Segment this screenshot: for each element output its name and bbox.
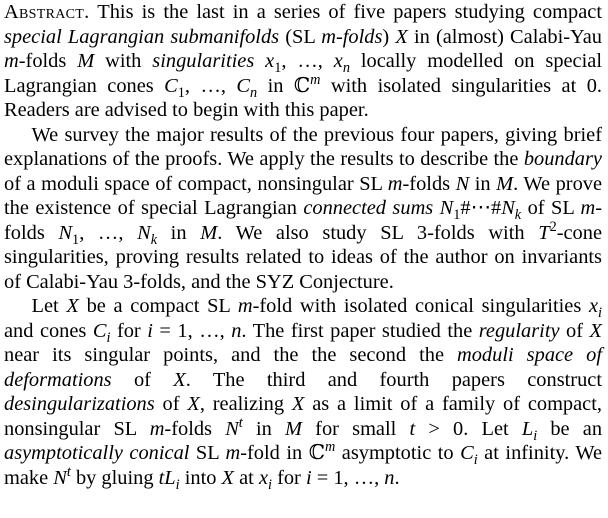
abstract-paragraph-3: Let X be a compact SL m-fold with isolated conical singularities $x_i$ and cones $C_i$ for i = 1, …, n. The first paper studied the regularity of X near its singular points, and the the second the moduli space of deformations of X. The third and fourth papers construct desingularizations of X, realizing X as a limit of a family of compact, nonsingular SL m-folds $N^t$ in M for small t > 0. Let $L_i$ be an asymptotically conical SL m-fold in ℂ$^m$ asymptotic to $C_i$ at infinity. We make $N^t$ by gluing $tL_i$ into X at $x_i$ for i = 1, …, n. bbox=[4, 295, 603, 493]
abstract-heading: Abstract. bbox=[4, 1, 90, 23]
abstract-paragraph-1 bbox=[4, 0, 602, 123]
abstract-paragraph-2: We survey the major results of the previous four papers, giving brief explanations of the proofs. We apply the results to describe the boundary of a moduli space of compact, nonsingular SL m-folds N in M. We prove the existence of special Lagrangian connected sums $N_1\#\cdots\#N_k$ of SL m-folds $N_1$, …, $N_k$ in M. We also study SL 3-folds with $T^2$-cone singularities, proving results related to ideas of the author on invariants of Calabi-Yau 3-folds, and the SYZ Conjecture. bbox=[4, 123, 603, 293]
abstract-paragraph-1-body: This is the last in a series of five papers studying compact special Lagrangian submanifolds (SL m-folds) X in (almost) Calabi-Yau m-folds M with singularities $x_1$, …, $x_n$ locally modelled on special Lagrangian cones $C_1$, …, $C_n$ in ℂ$^m$ with isolated singularities at 0. Readers are advised to begin with this paper. bbox=[4, 1, 603, 121]
